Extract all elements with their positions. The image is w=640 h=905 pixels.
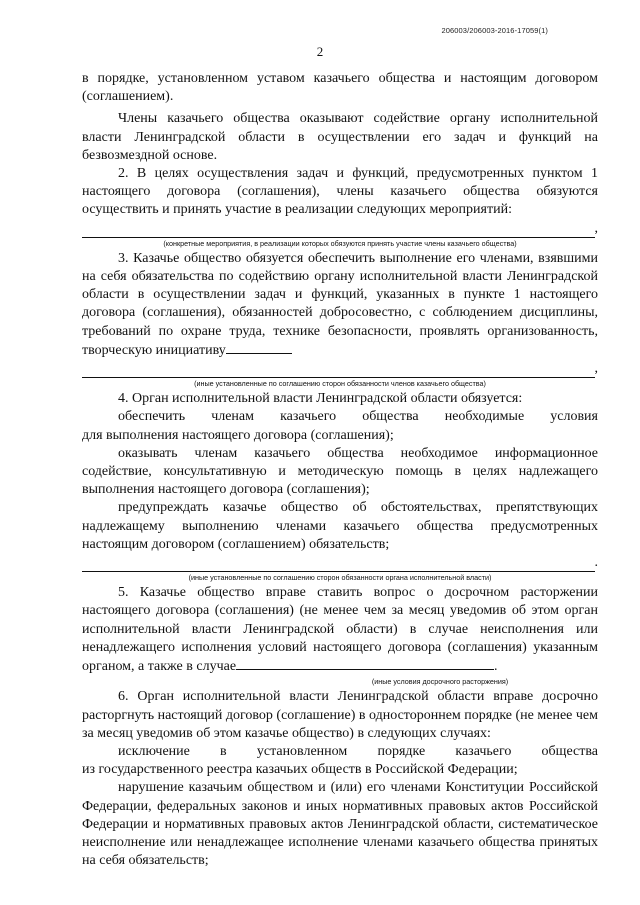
paragraph-members-assist: Члены казачьего общества оказывают содействие органу исполнительной власти Ленинградской области в осуществлении его задач и функций на безвозмездной основе.	[82, 111, 598, 163]
paragraph-clause-2: 2. В целях осуществления задач и функций, предусмотренных пунктом 1 настоящего договора (соглашения), члены казачьего общества обязуются осуществить и принять участие в реализации следующих мероприятий:	[82, 166, 598, 218]
caption-activities: (конкретные мероприятия, в реализации которых обязуются принять участие члены казачьего общества)	[163, 238, 517, 248]
clause-5-text: 5. Казачье общество вправе ставить вопрос о досрочном расторжении настоящего договора (соглашения) (не менее чем за месяц уведомив об этом орган исполнительной власти Ленинградской области) в случае неисполнения или ненадлежащего исполнения условий настоящего договора (соглашения) указанным органом, а также в случае	[82, 585, 598, 675]
fill-line	[82, 363, 595, 378]
paragraph-exclusion-line1: исключение в установленном порядке казачьего общества	[118, 743, 598, 759]
caption-authority-duties: (иные установленные по соглашению сторон обязанности органа исполнительной власти)	[188, 573, 492, 583]
paragraph-provide-conditions-line2: для выполнения настоящего договора (соглашения);	[82, 427, 394, 443]
paragraph-clause-4: 4. Орган исполнительной власти Ленинградской области обязуется:	[118, 391, 523, 407]
paragraph-continuation-line1: в порядке, установленном уставом казачьего общества и настоящим договором	[82, 71, 598, 86]
fill-line	[82, 557, 595, 572]
page-number: 2	[316, 44, 324, 59]
paragraph-exclusion-line2: из государственного реестра казачьих обществ в Российской Федерации;	[82, 762, 518, 778]
document-body	[82, 70, 598, 870]
paragraph-continuation-line2: (соглашением).	[82, 89, 174, 105]
paragraph-violation: нарушение казачьим обществом и (или) его членами Конституции Российской Федерации, федеральных законов и иных нормативных правовых актов Российской Федерации и нормативных правовых актов Ленинградской области, систематическое неисполнение или ненадлежащее исполнение членами казачьего общества принятых на себя обязательств;	[82, 780, 598, 869]
paragraph-warn: предупреждать казачье общество об обстоятельствах, препятствующих надлежащему выполнению членами казачьего общества предусмотренных настоящим договором (соглашением) обязательств;	[82, 500, 598, 552]
fill-line	[82, 223, 595, 238]
caption-member-duties: (иные установленные по соглашению сторон обязанности членов казачьего общества)	[194, 379, 486, 389]
fill-line	[236, 657, 494, 670]
blank-line-member-duties	[82, 360, 598, 378]
fill-line	[226, 341, 292, 354]
paragraph-assistance: оказывать членам казачьего общества необходимое информационное содействие, консультативную и методическую помощь в целях надлежащего выполнения настоящего договора (соглашения);	[82, 445, 598, 498]
document-id: 206003/206003-2016-17059(1)	[441, 26, 548, 35]
blank-line-authority-duties	[82, 554, 598, 572]
paragraph-clause-6: 6. Орган исполнительной власти Ленинградской области вправе досрочно расторгнуть настоящий договор (соглашение) в одностороннем порядке (не менее чем за месяц уведомив об этом казачье общество) в следующих случаях:	[82, 689, 598, 741]
blank-line-activities	[82, 220, 598, 238]
line-end-comma: ,	[594, 220, 598, 236]
clause-3-text: 3. Казачье общество обязуется обеспечить выполнение его членами, взявшими на себя обязательства по содействию органу исполнительной власти Ленинградской области в осуществлении задач и функций, указанных в пункте 1 настоящего договора (соглашения), обязанностей добросовестно, с соблюдением дисциплины, требований по охране труда, технике безопасности, проявлять организованность, творческую инициативу	[82, 250, 598, 358]
line-end-dot: .	[594, 555, 598, 571]
paragraph-provide-conditions-line1: обеспечить членам казачьего общества необходимые условия	[118, 409, 598, 425]
line-end-comma: ,	[594, 361, 598, 377]
line-end-dot: .	[494, 659, 498, 675]
paragraph-clause-5	[82, 584, 598, 676]
paragraph-clause-3	[82, 250, 598, 360]
caption-termination-conditions: (иные условия досрочного расторжения)	[371, 677, 509, 687]
